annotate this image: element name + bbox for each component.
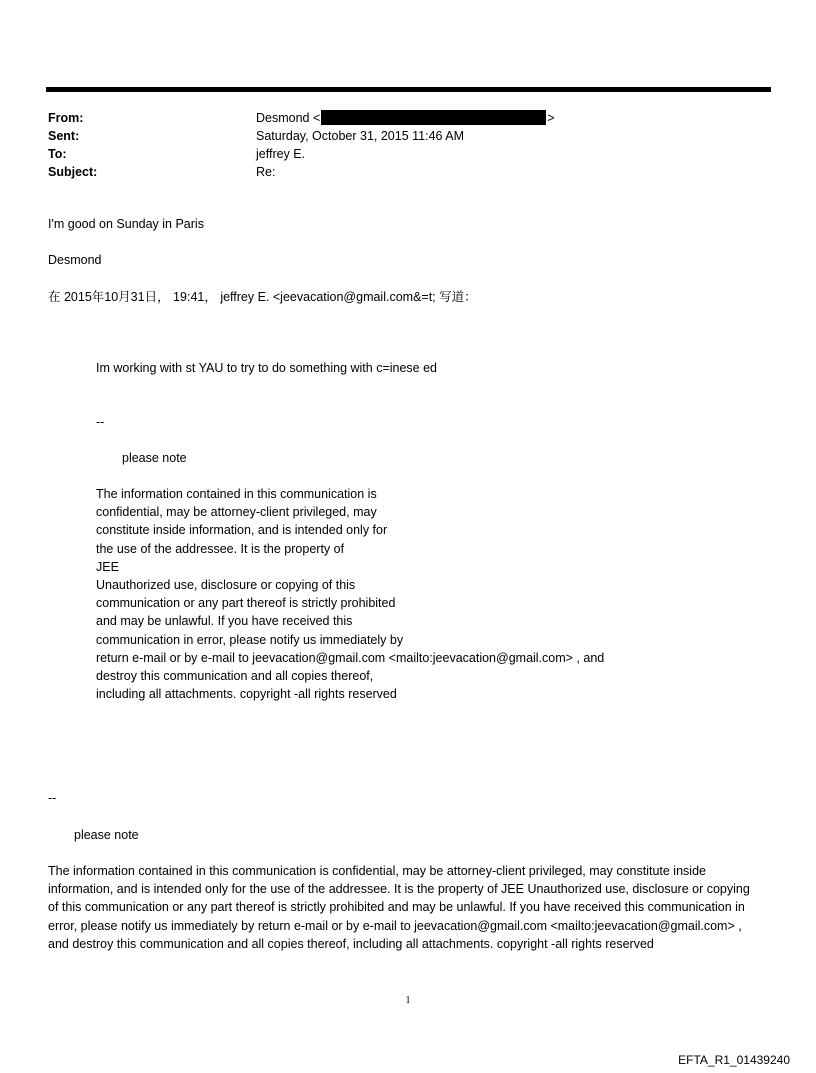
disclaimer-line: destroy this communication and all copies thereof,	[96, 669, 374, 684]
footer-separator: --	[48, 791, 57, 805]
disclaimer-line: return e-mail or by e-mail to jeevacation@gmail.com <mailto:jeevacation@gmail.com> , and	[96, 650, 605, 665]
footer-disclaimer: The information contained in this communication is confidential, may be attorney-client privileged, may constitute inside information, and is intended only for the use of the addressee. It is the property of JEE Unauthorized use, disclosure or copying of this communication or any part thereof is strictly prohibited and may be unlawful. If you have received this communication in error, please notify us immediately by return e-mail or by e-mail to jeevacation@gmail.com <mailto:jeevacation@gmail.com> , and destroy this communication and all copies thereof, including all attachments. copyright -all rights reserved	[48, 864, 750, 951]
disclaimer-line: JEE	[96, 559, 119, 574]
from-name: Desmond <	[256, 111, 321, 125]
to-label: To:	[48, 147, 67, 161]
disclaimer-line: the use of the addressee. It is the property of	[96, 541, 345, 556]
footer-note-heading: please note	[74, 828, 139, 842]
signature: Desmond	[48, 253, 102, 267]
disclaimer-line: including all attachments. copyright -all rights reserved	[96, 687, 397, 702]
quoted-separator: --	[96, 415, 105, 429]
disclaimer-line: communication or any part thereof is strictly prohibited	[96, 596, 396, 611]
from-label: From:	[48, 111, 84, 125]
page-number: 1	[405, 995, 411, 1006]
from-value	[256, 109, 555, 127]
sent-label: Sent:	[48, 129, 80, 143]
to-value: jeffrey E.	[256, 147, 306, 161]
redaction-bar	[321, 110, 546, 125]
sent-value: Saturday, October 31, 2015 11:46 AM	[256, 129, 465, 143]
from-suffix: >	[547, 111, 555, 125]
header-rule	[46, 87, 771, 92]
body-line: I'm good on Sunday in Paris	[48, 217, 204, 231]
disclaimer-line: confidential, may be attorney-client privileged, may	[96, 505, 377, 520]
quoted-note-heading: please note	[122, 451, 187, 465]
quote-intro: 在 2015年10月31日， 19:41， jeffrey E. <jeevacation@gmail.com&=t; 写道：	[48, 290, 477, 304]
subject-value: Re:	[256, 165, 276, 179]
disclaimer-line: communication in error, please notify us immediately by	[96, 632, 404, 647]
disclaimer-line: constitute inside information, and is intended only for	[96, 523, 388, 538]
quoted-disclaimer	[96, 485, 604, 703]
disclaimer-line: Unauthorized use, disclosure or copying of this	[96, 578, 356, 593]
quoted-message: Im working with st YAU to try to do something with c=inese ed	[96, 361, 438, 375]
document-id: EFTA_R1_01439240	[678, 1053, 790, 1067]
disclaimer-line: The information contained in this communication is	[96, 487, 377, 501]
disclaimer-line: and may be unlawful. If you have received this	[96, 614, 353, 629]
subject-label: Subject:	[48, 165, 98, 179]
